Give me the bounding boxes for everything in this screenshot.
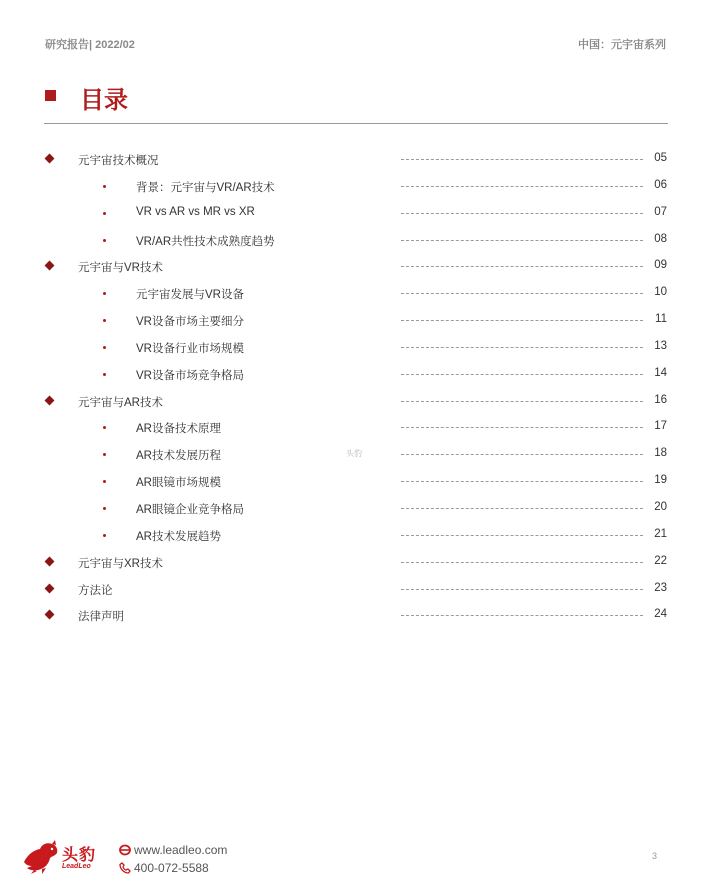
toc-entry-page: 11	[655, 313, 667, 326]
dot-bullet-icon	[103, 534, 106, 537]
toc-entry[interactable]	[0, 414, 710, 441]
toc-dot-leader	[401, 213, 643, 214]
logo-english-text: LeadLeo	[62, 863, 91, 870]
diamond-bullet-icon	[45, 261, 55, 271]
logo-chinese-text: 头豹	[62, 845, 97, 864]
toc-dot-leader	[401, 454, 643, 455]
toc-entry[interactable]	[0, 388, 710, 415]
toc-entry-page: 13	[654, 339, 667, 352]
toc-entry-label: 背景：元宇宙与VR/AR技术	[136, 181, 275, 194]
toc-entry[interactable]	[0, 146, 710, 173]
toc-entry-label: AR眼镜企业竞争格局	[136, 503, 244, 516]
toc-entry[interactable]	[0, 253, 710, 280]
toc-entry-page: 05	[654, 152, 667, 164]
toc-entry-page: 14	[654, 366, 667, 379]
toc-dot-leader	[401, 508, 643, 509]
toc-dot-leader	[401, 374, 643, 375]
toc-entry[interactable]	[0, 173, 710, 200]
dot-bullet-icon	[103, 346, 106, 349]
toc-entry-page: 23	[654, 581, 667, 594]
toc-entry[interactable]	[0, 334, 710, 361]
leopard-logo-icon	[22, 840, 60, 874]
dot-bullet-icon	[103, 319, 106, 322]
dot-bullet-icon	[103, 507, 106, 510]
toc-entry[interactable]	[0, 602, 710, 629]
toc-entry-page: 17	[654, 420, 667, 433]
header-report-date: 研究报告| 2022/02	[45, 39, 135, 51]
page-title: 目录	[80, 86, 128, 114]
toc-entry-label: AR眼镜市场规模	[136, 477, 221, 490]
toc-entry[interactable]	[0, 307, 710, 334]
toc-entry-label: 方法论	[78, 584, 113, 597]
diamond-bullet-icon	[45, 610, 55, 620]
dot-bullet-icon	[103, 480, 106, 483]
toc-entry[interactable]	[0, 468, 710, 495]
table-of-contents	[0, 146, 710, 629]
toc-entry-page: 08	[654, 232, 667, 245]
toc-dot-leader	[401, 320, 643, 321]
toc-entry-label: AR设备技术原理	[136, 423, 221, 436]
toc-entry-page: 09	[654, 259, 667, 272]
toc-dot-leader	[401, 159, 643, 160]
diamond-bullet-icon	[45, 583, 55, 593]
toc-dot-leader	[401, 293, 643, 294]
toc-entry-page: 20	[654, 500, 667, 513]
toc-entry[interactable]	[0, 576, 710, 603]
toc-entry[interactable]	[0, 495, 710, 522]
toc-entry-page: 06	[654, 178, 667, 191]
toc-entry-label: VR设备市场主要细分	[136, 316, 244, 329]
dot-bullet-icon	[103, 426, 106, 429]
toc-dot-leader	[401, 347, 643, 348]
toc-entry-page: 10	[654, 286, 667, 299]
toc-dot-leader	[401, 266, 643, 267]
toc-entry-label: 元宇宙与AR技术	[78, 396, 163, 409]
toc-entry-label: 元宇宙发展与VR设备	[136, 289, 244, 302]
toc-entry-label: 元宇宙与VR技术	[78, 262, 163, 275]
toc-entry[interactable]	[0, 522, 710, 549]
toc-dot-leader	[401, 615, 643, 616]
toc-entry[interactable]	[0, 227, 710, 254]
toc-entry-page: 19	[654, 474, 667, 487]
toc-entry[interactable]	[0, 361, 710, 388]
toc-entry-page: 18	[654, 447, 667, 460]
toc-dot-leader	[401, 481, 643, 482]
toc-dot-leader	[401, 589, 643, 590]
phone-icon	[119, 862, 131, 874]
diamond-bullet-icon	[45, 395, 55, 405]
dot-bullet-icon	[103, 185, 106, 188]
dot-bullet-icon	[103, 212, 106, 215]
toc-entry-label: 法律声明	[78, 611, 124, 624]
dot-bullet-icon	[103, 373, 106, 376]
diamond-bullet-icon	[45, 556, 55, 566]
toc-entry-page: 22	[654, 554, 667, 567]
toc-entry-page: 16	[654, 393, 667, 406]
toc-entry-label: AR技术发展趋势	[136, 530, 221, 543]
dot-bullet-icon	[103, 239, 106, 242]
toc-dot-leader	[401, 186, 643, 187]
toc-entry-page: 07	[654, 205, 667, 218]
toc-entry-page: 21	[654, 527, 667, 540]
toc-entry-page: 24	[654, 608, 667, 621]
dot-bullet-icon	[103, 453, 106, 456]
diamond-bullet-icon	[45, 154, 55, 164]
toc-entry[interactable]	[0, 200, 710, 227]
toc-entry-label: VR设备市场竞争格局	[136, 369, 244, 382]
footer-phone: 400-072-5588	[134, 861, 209, 875]
toc-dot-leader	[401, 401, 643, 402]
toc-entry-label: AR技术发展历程	[136, 450, 221, 463]
toc-entry-label: VR设备行业市场规模	[136, 342, 244, 355]
footer-website-link[interactable]: www.leadleo.com	[134, 843, 228, 857]
toc-entry-label: 元宇宙技术概况	[78, 155, 159, 167]
toc-entry[interactable]	[0, 549, 710, 576]
toc-dot-leader	[401, 240, 643, 241]
page-number: 3	[651, 851, 657, 861]
watermark: 头豹	[346, 449, 362, 458]
title-square-marker	[45, 90, 56, 101]
dot-bullet-icon	[103, 292, 106, 295]
toc-entry-label: VR/AR共性技术成熟度趋势	[136, 235, 275, 248]
title-divider	[44, 123, 668, 124]
browser-e-icon	[119, 844, 131, 856]
toc-dot-leader	[401, 562, 643, 563]
toc-dot-leader	[401, 535, 643, 536]
toc-entry-label: VR vs AR vs MR vs XR	[136, 205, 255, 218]
toc-dot-leader	[401, 427, 643, 428]
toc-entry[interactable]	[0, 280, 710, 307]
header-series-title: 中国：元宇宙系列	[578, 39, 666, 51]
toc-entry-label: 元宇宙与XR技术	[78, 557, 163, 570]
